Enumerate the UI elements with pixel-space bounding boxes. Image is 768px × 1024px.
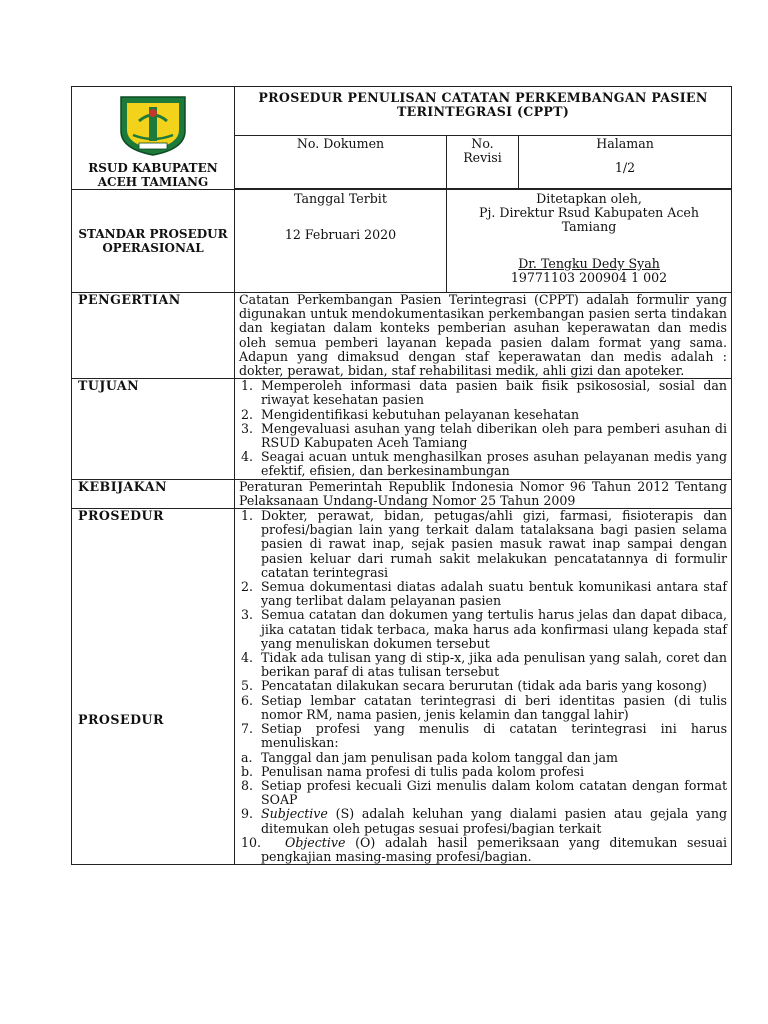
issue-date-value: 12 Februari 2020 [284, 227, 397, 243]
doc-number-label: No. Dokumen [296, 136, 385, 152]
list-item: 2. Mengidentifikasi kebutuhan pelayanan kesehatan [241, 406, 580, 422]
pengertian-text: Catatan Perkembangan Pasien Terintegrasi (CPPT) adalah formulir yang digunakan untuk mendokumentasikan perkembangan pasien serta tindakan dan kegiatan dalam konteks pemberian asuhan keperawatan dan medis oleh semua pemberi layanan kepada pasien dalam format yang sama. Adapun yang dimaksud dengan staf keperawatan dan medis adalah : dokter, perawat, bidan, staf rehabilitasi medik, ahli gizi dan apoteker. [235, 293, 732, 379]
tujuan-cell [235, 379, 732, 479]
sop-table [71, 86, 732, 865]
approved-by-label: Ditetapkan oleh, [536, 191, 642, 206]
tujuan-label: TUJUAN [72, 379, 235, 479]
prosedur-label-cell [72, 509, 235, 865]
revision-cell [447, 136, 519, 189]
kebijakan-label: KEBIJAKAN [72, 479, 235, 508]
issue-date-cell [235, 190, 447, 293]
sop-label-cell [72, 190, 235, 293]
approval-cell [447, 190, 732, 293]
prosedur-label-2: PROSEDUR [78, 712, 164, 728]
issue-date-label: Tanggal Terbit [294, 191, 387, 206]
sub-item: b. Penulisan nama profesi di tulis pada kolom profesi [241, 763, 585, 779]
pengertian-label: PENGERTIAN [72, 293, 235, 379]
director-name: Dr. Tengku Dedy Syah [518, 255, 660, 271]
list-item: 9. Subjective (S) adalah keluhan yang dialami pasien atau gejala yang ditemukan oleh petugas sesuai profesi/bagian terkait [241, 806, 728, 836]
list-item: 7. Setiap profesi yang menulis di catatan terintegrasi ini harus menuliskan: a. Tanggal dan jam penulisan pada kolom tanggal dan jam b. Penulisan nama profesi di tulis pada kolom profesi [241, 721, 728, 779]
revision-label: No. Revisi [463, 136, 502, 166]
prosedur-cell [235, 509, 732, 865]
list-item: 6. Setiap lembar catatan terintegrasi di beri identitas pasien (di tulis nomor RM, nama pasien, jenis kelamin dan tanggal lahir) [241, 692, 728, 722]
director-nip: 19771103 200904 1 002 [510, 269, 668, 285]
hospital-cell [72, 87, 235, 190]
list-item: 8. Setiap profesi kecuali Gizi menulis dalam kolom catatan dengan format SOAP [241, 777, 728, 808]
document-title: PROSEDUR PENULISAN CATATAN PERKEMBANGAN PASIEN TERINTEGRASI (CPPT) [235, 87, 732, 136]
list-item: 3. Semua catatan dan dokumen yang tertulis harus jelas dan dapat dibaca, jika catatan tidak terbaca, maka harus ada konfirmasi ulang kepada staf yang menuliskan dokumen tersebut [241, 607, 728, 651]
page-label: Halaman [596, 136, 654, 152]
doc-number-cell [235, 136, 447, 189]
list-item: 2. Semua dokumentasi diatas adalah suatu bentuk komunikasi antara staf yang terlibat dalam pelayanan pasien [241, 579, 728, 609]
list-item: 1. Memperoleh informasi data pasien baik fisik psikososial, sosial dan riwayat kesehatan pasien [241, 378, 728, 408]
approved-by-title: Pj. Direktur Rsud Kabupaten Aceh Tamiang [479, 205, 699, 235]
prosedur-label: PROSEDUR [78, 508, 164, 524]
list-item: 3. Mengevaluasi asuhan yang telah diberikan oleh para pemberi asuhan di RSUD Kabupaten Aceh Tamiang [241, 420, 728, 451]
list-item: 4. Seagai acuan untuk menghasilkan proses asuhan pelayanan medis yang efektif, efisien, dan berkesinambungan [241, 449, 728, 479]
page-value: 1/2 [614, 160, 636, 176]
list-item: 5. Pencatatan dilakukan secara berurutan (tidak ada baris yang kosong) [241, 678, 707, 694]
aceh-tamiang-crest-icon [115, 91, 191, 157]
hospital-name: RSUD KABUPATEN ACEH TAMIANG [88, 161, 218, 189]
kebijakan-text: Peraturan Pemerintah Republik Indonesia Nomor 96 Tahun 2012 Tentang Pelaksanaan Undang-Undang Nomor 25 Tahun 2009 [235, 479, 732, 508]
list-item: 10. Objective (O) adalah hasil pemeriksaan yang ditemukan sesuai pengkajian masing-masing profesi/bagian. [241, 834, 728, 864]
list-item: 1. Dokter, perawat, bidan, petugas/ahli gizi, farmasi, fisioterapis dan profesi/bagian lain yang terkait dalam tatalaksana bagi pasien selama pasien di rawat inap, sejak pasien masuk rawat inap sampai dengan pasien keluar dari rumah sakit melakukan pencatatannya di formulir catatan terintegrasi [241, 508, 728, 580]
sop-label: STANDAR PROSEDUR OPERASIONAL [78, 227, 228, 255]
page-cell [519, 136, 732, 189]
list-item: 4. Tidak ada tulisan yang di stip-x, jika ada penulisan yang salah, coret dan berikan paraf di atas tulisan tersebut [241, 650, 728, 680]
sub-item: a. Tanggal dan jam penulisan pada kolom tanggal dan jam [241, 749, 618, 765]
